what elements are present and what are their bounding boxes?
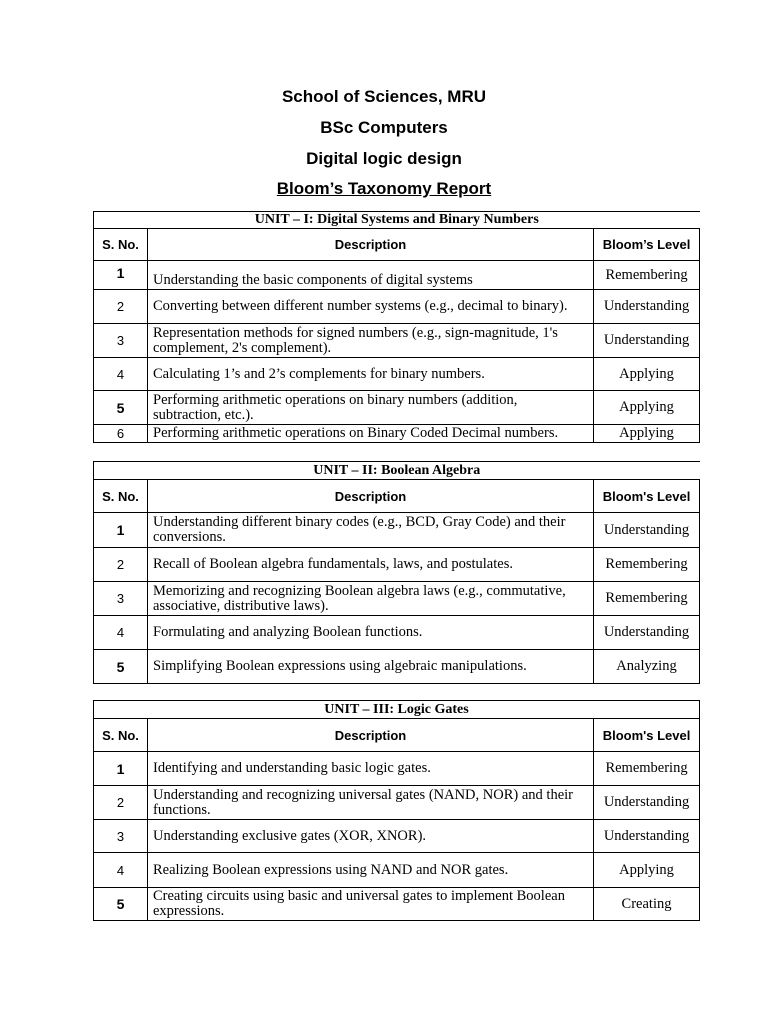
row-blooms-level: Analyzing [594,650,700,684]
unit-2-title: UNIT – II: Boolean Algebra [94,462,700,480]
row-description: Performing arithmetic operations on binary numbers (addition, subtraction, etc.). [148,391,594,425]
table-row [94,513,700,548]
row-blooms-level: Understanding [594,324,700,358]
col-sno-header: S. No. [94,229,148,261]
school-title: School of Sciences, MRU [281,87,487,106]
table-row [94,820,700,853]
course-title: Digital logic design [306,149,462,168]
row-sno: 5 [94,391,148,425]
row-blooms-level: Remembering [594,582,700,616]
row-sno: 4 [94,358,148,391]
col-blooms-level-header: Bloom's Level [594,480,700,513]
col-blooms-level-header: Bloom’s Level [594,229,700,261]
row-blooms-level: Applying [594,853,700,888]
row-blooms-level: Understanding [594,513,700,548]
row-blooms-level: Applying [594,391,700,425]
row-blooms-level: Understanding [594,820,700,853]
row-sno: 2 [94,290,148,324]
table-row [94,548,700,582]
table-row [94,616,700,650]
row-description: Representation methods for signed numbers (e.g., sign-magnitude, 1's complement, 2's complement). [148,324,594,358]
row-sno: 5 [94,650,148,684]
unit-3-table [93,700,700,921]
row-sno: 6 [94,425,148,443]
row-description: Formulating and analyzing Boolean functions. [148,616,594,650]
table-row [94,888,700,921]
row-sno: 4 [94,853,148,888]
row-blooms-level: Creating [594,888,700,921]
row-description: Memorizing and recognizing Boolean algebra laws (e.g., commutative, associative, distributive laws). [148,582,594,616]
row-blooms-level: Remembering [594,548,700,582]
program-title: BSc Computers [320,118,448,137]
row-blooms-level: Understanding [594,786,700,820]
table-row [94,261,700,290]
row-blooms-level: Remembering [594,261,700,290]
unit-1-title: UNIT – I: Digital Systems and Binary Numbers [94,212,700,229]
row-description: Realizing Boolean expressions using NAND and NOR gates. [148,853,594,888]
row-description: Understanding the basic components of digital systems [148,261,594,290]
row-description: Performing arithmetic operations on Binary Coded Decimal numbers. [148,425,594,443]
table-row [94,324,700,358]
row-blooms-level: Understanding [594,290,700,324]
row-description: Converting between different number systems (e.g., decimal to binary). [148,290,594,324]
table-row [94,358,700,391]
row-sno: 5 [94,888,148,921]
row-sno: 2 [94,786,148,820]
row-sno: 4 [94,616,148,650]
row-sno: 3 [94,582,148,616]
row-sno: 3 [94,324,148,358]
row-sno: 1 [94,261,148,290]
table-row [94,391,700,425]
row-description: Creating circuits using basic and universal gates to implement Boolean expressions. [148,888,594,921]
row-description: Calculating 1’s and 2’s complements for binary numbers. [148,358,594,391]
row-description: Understanding and recognizing universal gates (NAND, NOR) and their functions. [148,786,594,820]
row-sno: 2 [94,548,148,582]
unit-1-table [93,211,700,443]
col-blooms-level-header: Bloom's Level [594,719,700,752]
table-row [94,853,700,888]
row-blooms-level: Applying [594,358,700,391]
unit-2-table [93,461,700,684]
unit-3-title: UNIT – III: Logic Gates [94,701,700,719]
table-row [94,650,700,684]
table-row [94,290,700,324]
table-row [94,752,700,786]
table-row [94,582,700,616]
table-row [94,425,700,443]
col-sno-header: S. No. [94,719,148,752]
row-blooms-level: Remembering [594,752,700,786]
row-description: Identifying and understanding basic logic gates. [148,752,594,786]
row-sno: 3 [94,820,148,853]
row-blooms-level: Understanding [594,616,700,650]
col-description-header: Description [148,480,594,513]
table-row [94,786,700,820]
row-blooms-level: Applying [594,425,700,443]
row-description: Understanding exclusive gates (XOR, XNOR). [148,820,594,853]
col-description-header: Description [148,229,594,261]
col-description-header: Description [148,719,594,752]
row-description: Recall of Boolean algebra fundamentals, laws, and postulates. [148,548,594,582]
col-sno-header: S. No. [94,480,148,513]
row-description: Understanding different binary codes (e.g., BCD, Gray Code) and their conversions. [148,513,594,548]
row-description: Simplifying Boolean expressions using algebraic manipulations. [148,650,594,684]
report-title: Bloom’s Taxonomy Report [276,179,492,198]
row-sno: 1 [94,513,148,548]
row-sno: 1 [94,752,148,786]
